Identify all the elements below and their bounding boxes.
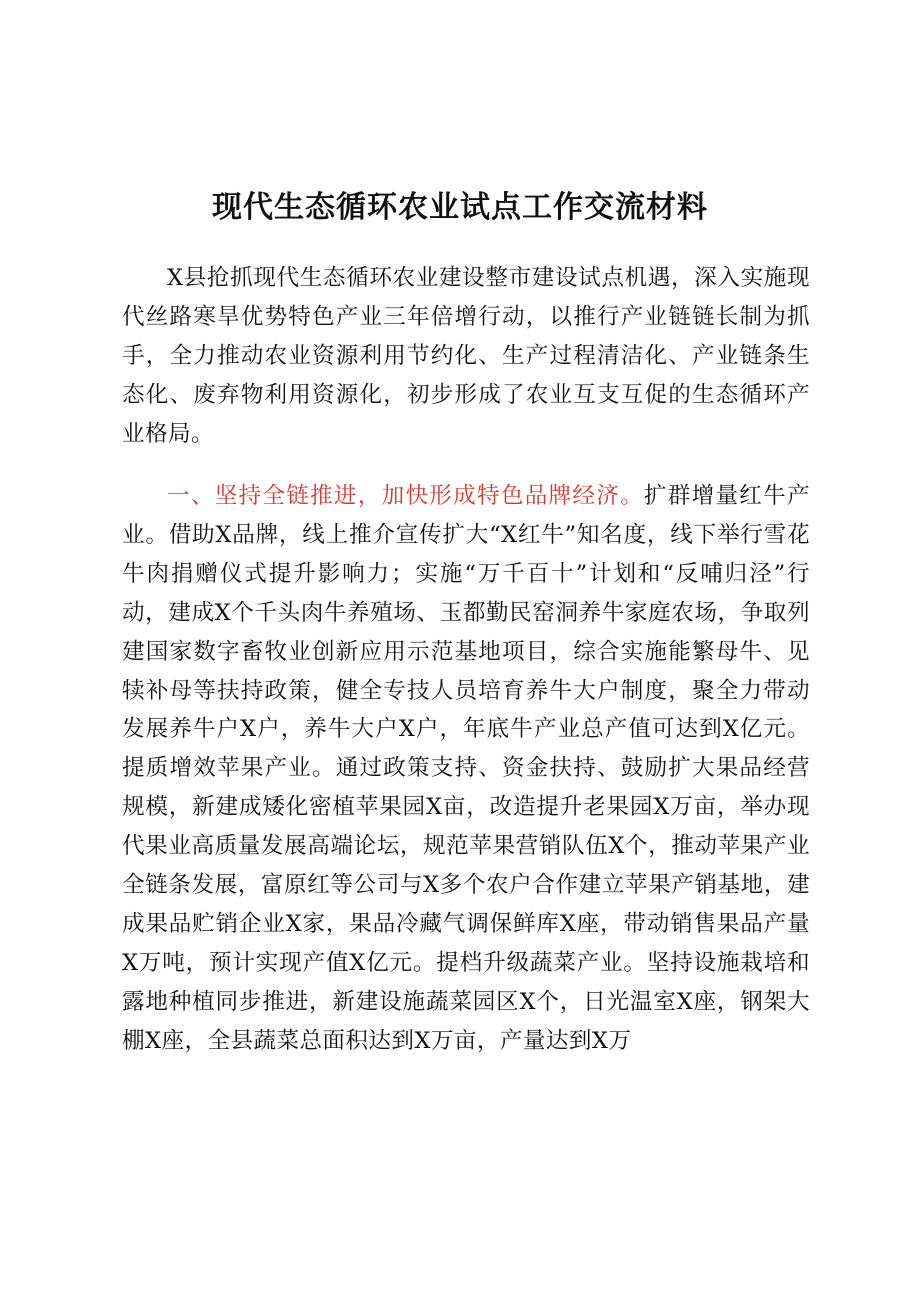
section-1-heading: 一、坚持全链推进，加快形成特色品牌经济。: [167, 483, 644, 509]
document-title: 现代生态循环农业试点工作交流材料: [212, 190, 708, 225]
intro-paragraph: X县抢抓现代生态循环农业建设整市建设试点机遇，深入实施现代丝路寒旱优势特色产业三年倍增行动，以推行产业链链长制为抓手，全力推动农业资源利用节约化、生产过程清洁化、产业链条生态化、废弃物利用资源化，初步形成了农业互支互促的生态循环产业格局。: [122, 265, 810, 447]
section-1-paragraph: [122, 477, 810, 1061]
section-1-body: 扩群增量红牛产业。借助X品牌，线上推介宣传扩大“X红牛”知名度，线下举行雪花牛肉捐赠仪式提升影响力；实施“万千百十”计划和“反哺归泾”行动，建成X个千头肉牛养殖场、玉都勤民窑洞养牛家庭农场，争取列建国家数字畜牧业创新应用示范基地项目，综合实施能繁母牛、见犊补母等扶持政策，健全专技人员培育养牛大户制度，聚全力带动发展养牛户X户，养牛大户X户，年底牛产业总产值可达到X亿元。提质增效苹果产业。通过政策支持、资金扶持、鼓励扩大果品经营规模，新建成矮化密植苹果园X亩，改造提升老果园X万亩，举办现代果业高质量发展高端论坛，规范苹果营销队伍X个，推动苹果产业全链条发展，富原红等公司与X多个农户合作建立苹果产销基地，建成果品贮销企业X家，果品冷藏气调保鲜库X座，带动销售果品产量X万吨，预计实现产值X亿元。提档升级蔬菜产业。坚持设施栽培和露地种植同步推进，新建设施蔬菜园区X个，日光温室X座，钢架大棚X座，全县蔬菜总面积达到X万亩，产量达到X万: [122, 483, 810, 1054]
